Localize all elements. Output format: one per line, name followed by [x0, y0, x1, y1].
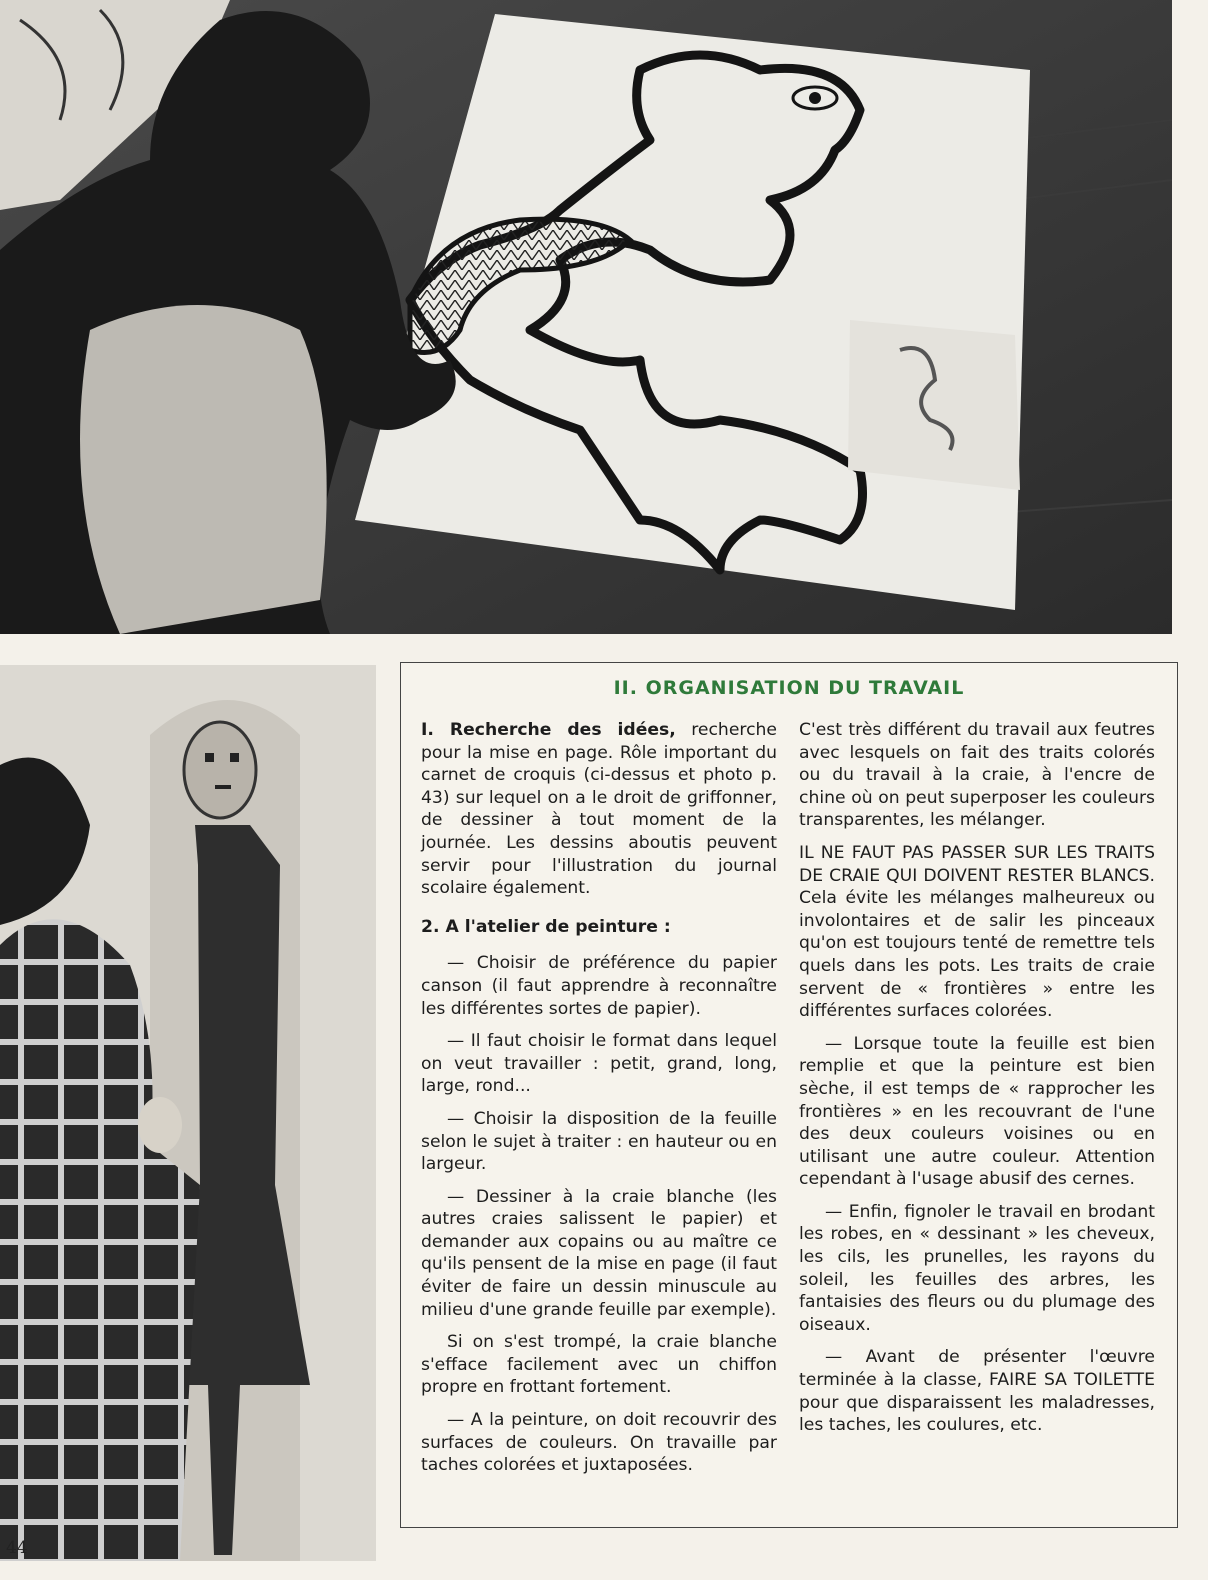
photo-top-illustration — [0, 0, 1172, 634]
text-column-right — [799, 719, 1155, 1447]
paragraph-text: recherche pour la mise en page. Rôle important du carnet de croquis (ci-dessus et photo p. 43) sur lequel on a le droit de griffonner, de dessiner à tout moment de la journée. Les dessins aboutis peuvent servir pour l'illustration du journal scolaire également. — [421, 720, 777, 899]
paragraph-fignoler: — Enfin, fignoler le travail en brodant les robes, en « dessinant » les cheveux, les cils, les prunelles, les rayons du soleil, les feuilles des arbres, les fantaisies des fleurs ou du plumage des oiseaux. — [799, 1201, 1155, 1335]
paragraph-difference-feutres: C'est très différent du travail aux feutres avec lesquels on fait des traits colorés ou du travail à la craie, à l'encre de chine où on peut superposer les couleurs transparentes, les mélanger. — [799, 720, 1155, 831]
text-column-left — [421, 719, 777, 1487]
article-text-box — [400, 662, 1178, 1528]
paragraph-erreur: Si on s'est trompé, la craie blanche s'efface facilement avec un chiffon propre en frottant fortement. — [421, 1332, 777, 1398]
photo-child-painting-figure — [0, 665, 376, 1561]
paragraph-papier-canson: — Choisir de préférence du papier canson (il faut apprendre à reconnaître les différentes sortes de papier). — [421, 953, 777, 1019]
photo-bottom-illustration — [0, 665, 376, 1561]
paragraph-format: — Il faut choisir le format dans lequel on veut travailler : petit, grand, long, large, rond... — [421, 1031, 777, 1097]
paragraph-traits-craie: IL NE FAUT PAS PASSER SUR LES TRAITS DE CRAIE QUI DOIVENT RESTER BLANCS. Cela évite les mélanges malheureux ou involontaires et de salir les pinceaux qu'on est toujours tenté de remettre tels quels dans les pots. Les traits de craie servent de « frontières » entre les différentes surfaces colorées. — [799, 842, 1155, 1022]
photo-child-drawing-bird — [0, 0, 1172, 634]
paragraph-lead-bold: I. Recherche des idées, — [421, 720, 676, 740]
paragraph-peinture: — A la peinture, on doit recouvrir des surfaces de couleurs. On travaille par taches colorées et juxtaposées. — [421, 1410, 777, 1476]
paragraph-disposition: — Choisir la disposition de la feuille selon le sujet à traiter : en hauteur ou en largeur. — [421, 1108, 777, 1175]
paragraph-frontieres: — Lorsque toute la feuille est bien remplie et que la peinture est bien sèche, il est temps de « rapprocher les frontières » en les recouvrant de l'une des deux couleurs voisines ou en utilisant une autre couleur. Attention cependant à l'usage abusif des cernes. — [799, 1033, 1155, 1190]
section-title: II. ORGANISATION DU TRAVAIL — [613, 677, 965, 699]
page-number: 44 — [6, 1538, 28, 1558]
paragraph-craie-blanche: — Dessiner à la craie blanche (les autres craies salissent le papier) et demander aux copains ou au maître ce qu'ils pensent de la mise en page (il faut éviter de faire un dessin minuscule au milieu d'une grande feuille par exemple). — [421, 1186, 777, 1320]
paragraph-toilette: — Avant de présenter l'œuvre terminée à la classe, FAIRE SA TOILETTE pour que disparaissent les maladresses, les taches, les coulures, etc. — [799, 1347, 1155, 1436]
paragraph-recherche-idees — [421, 719, 777, 900]
subheading-atelier-peinture: 2. A l'atelier de peinture : — [421, 916, 671, 937]
